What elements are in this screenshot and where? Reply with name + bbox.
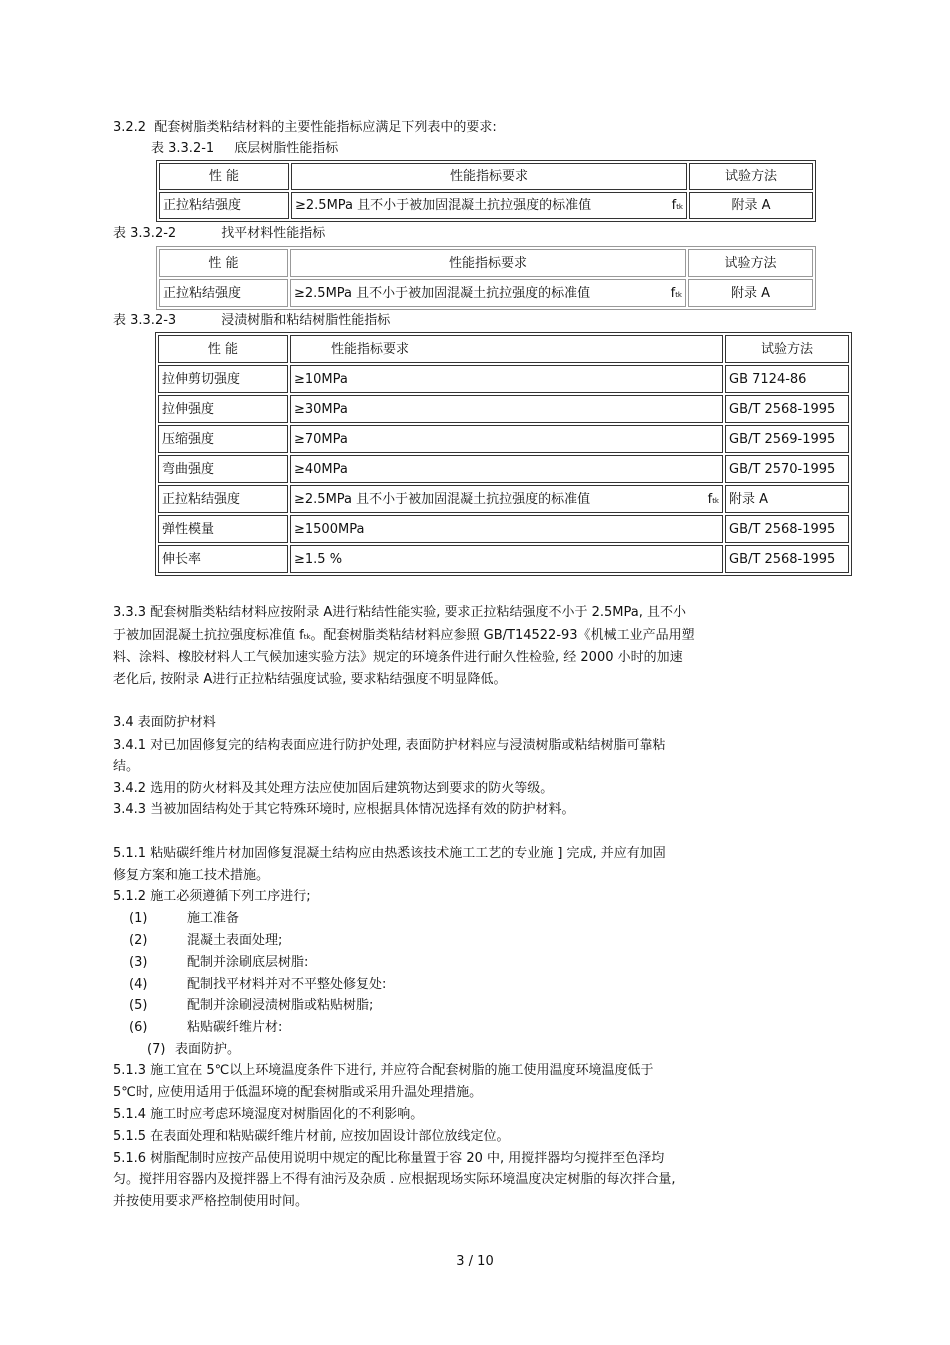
table-row xyxy=(158,425,849,453)
method-cell: GB/T 2570-1995 xyxy=(725,455,849,483)
step-item: (6) 粘贴碳纤维片材: xyxy=(129,1020,283,1035)
method-cell: 附录 A xyxy=(688,279,813,307)
property-cell: 弹性模量 xyxy=(158,515,288,543)
property-cell: 伸长率 xyxy=(158,545,288,573)
table-leveling-material xyxy=(156,246,816,310)
table-row xyxy=(158,395,849,423)
requirement-cell: ≥1500MPa xyxy=(290,515,723,543)
table-row xyxy=(158,455,849,483)
table-row xyxy=(158,545,849,573)
header-cell: 性能指标要求 xyxy=(290,249,686,277)
caption-number: 表 3.3.2-3 xyxy=(113,313,177,328)
requirement-cell: ≥40MPa xyxy=(290,455,723,483)
caption-title: 浸渍树脂和粘结树脂性能指标 xyxy=(221,313,391,328)
requirement-text: ≥2.5MPa 且不小于被加固混凝土抗拉强度的标准值 xyxy=(295,198,592,213)
table-row xyxy=(158,485,849,513)
method-cell: GB/T 2568-1995 xyxy=(725,395,849,423)
table-row xyxy=(158,515,849,543)
section-3-4-2: 3.4.2 选用的防火材料及其处理方法应使加固后建筑物达到要求的防火等级。 xyxy=(113,781,554,796)
section-text: 配套树脂类粘结材料的主要性能指标应满足下列表中的要求: xyxy=(154,120,497,135)
step-item: (7) 表面防护。 xyxy=(147,1042,241,1057)
requirement-cell: ≥1.5 % xyxy=(290,545,723,573)
table-row xyxy=(158,365,849,393)
method-cell: GB/T 2569-1995 xyxy=(725,425,849,453)
section-5-1-2: 5.1.2 施工必须遵循下列工序进行; xyxy=(113,889,311,904)
step-item: (3) 配制并涂刷底层树脂: xyxy=(129,955,309,970)
section-3-4-3: 3.4.3 当被加固结构处于其它特殊环境时, 应根据具体情况选择有效的防护材料。 xyxy=(113,802,575,817)
table-primer-resin xyxy=(156,160,816,222)
method-cell: GB/T 2568-1995 xyxy=(725,545,849,573)
ftk-symbol: ftk xyxy=(670,285,682,301)
table-impregnating-resin xyxy=(155,332,852,576)
table-row xyxy=(159,279,813,307)
header-cell: 性能指标要求 xyxy=(290,335,723,363)
header-cell: 性能指标要求 xyxy=(291,163,687,190)
method-cell: GB/T 2568-1995 xyxy=(725,515,849,543)
section-5-1-5: 5.1.5 在表面处理和粘贴碳纤维片材前, 应按加固设计部位放线定位。 xyxy=(113,1129,510,1144)
ftk-symbol: ftk xyxy=(707,491,719,507)
requirement-cell xyxy=(291,192,687,219)
requirement-cell xyxy=(290,485,723,513)
requirement-cell xyxy=(290,279,686,307)
section-5-1-3-line1: 5.1.3 施工宜在 5℃以上环境温度条件下进行, 并应符合配套树脂的施工使用温度环境温度低于 xyxy=(113,1063,654,1078)
property-cell: 正拉粘结强度 xyxy=(159,279,288,307)
section-3-3-3-line2: 于被加固混凝土抗拉强度标准值 ftk。配套树脂类粘结材料应参照 GB/T14522-93《机械工业产品用塑 xyxy=(113,628,695,643)
header-cell: 性 能 xyxy=(158,335,288,363)
step-item: (5) 配制并涂刷浸渍树脂或粘贴树脂; xyxy=(129,998,374,1013)
requirement-cell: ≥10MPa xyxy=(290,365,723,393)
method-cell: 附录 A xyxy=(725,485,849,513)
table1-caption xyxy=(151,142,338,155)
header-cell: 性 能 xyxy=(159,163,289,190)
ftk-symbol: ftk xyxy=(671,198,683,213)
step-item: (1) 施工准备 xyxy=(129,911,240,926)
section-3-3-3-line4: 老化后, 按附录 A进行正拉粘结强度试验, 要求粘结强度不明显降低。 xyxy=(113,672,507,687)
property-cell: 拉伸剪切强度 xyxy=(158,365,288,393)
property-cell: 正拉粘结强度 xyxy=(159,192,289,219)
section-3-4-title: 3.4 表面防护材料 xyxy=(113,715,216,730)
requirement-text: ≥2.5MPa 且不小于被加固混凝土抗拉强度的标准值 xyxy=(294,285,591,301)
method-cell: 附录 A xyxy=(689,192,813,219)
caption-title: 找平材料性能指标 xyxy=(221,226,326,241)
header-cell: 试验方法 xyxy=(688,249,813,277)
table-header-row xyxy=(158,335,849,363)
header-cell: 性 能 xyxy=(159,249,288,277)
section-3-3-3-line3: 料、涂料、橡胶材料人工气候加速实验方法》规定的环境条件进行耐久性检验, 经 2000 小时的加速 xyxy=(113,650,683,665)
table-header-row xyxy=(159,163,813,190)
section-5-1-4: 5.1.4 施工时应考虑环境湿度对树脂固化的不利影响。 xyxy=(113,1107,424,1122)
section-5-1-1-line1: 5.1.1 粘贴碳纤维片材加固修复混凝土结构应由热悉该技术施工工艺的专业施 ] 完成, 并应有加固 xyxy=(113,846,666,861)
header-cell: 试验方法 xyxy=(689,163,813,190)
method-cell: GB 7124-86 xyxy=(725,365,849,393)
table2-caption xyxy=(113,227,325,240)
section-3-3-3-line1: 3.3.3 配套树脂类粘结材料应按附录 A进行粘结性能实验, 要求正拉粘结强度不小于 2.5MPa, 且不小 xyxy=(113,605,687,620)
property-cell: 压缩强度 xyxy=(158,425,288,453)
section-5-1-3-line2: 5℃时, 应使用适用于低温环境的配套树脂或采用升温处理措施。 xyxy=(113,1085,483,1100)
section-5-1-1-line2: 修复方案和施工技术措施。 xyxy=(113,868,270,883)
property-cell: 正拉粘结强度 xyxy=(158,485,288,513)
page-number: 3 / 10 xyxy=(456,1254,494,1269)
table-header-row xyxy=(159,249,813,277)
section-3-4-1-line1: 3.4.1 对已加固修复完的结构表面应进行防护处理, 表面防护材料应与浸渍树脂或粘结树脂可靠粘 xyxy=(113,738,666,753)
step-item: (2) 混凝土表面处理; xyxy=(129,933,283,948)
header-cell: 试验方法 xyxy=(725,335,849,363)
requirement-cell: ≥30MPa xyxy=(290,395,723,423)
requirement-cell: ≥70MPa xyxy=(290,425,723,453)
property-cell: 弯曲强度 xyxy=(158,455,288,483)
section-5-1-6-line1: 5.1.6 树脂配制时应按产品使用说明中规定的配比称量置于容 20 中, 用搅拌器均匀搅拌至色泽均 xyxy=(113,1151,665,1166)
table-row xyxy=(159,192,813,219)
section-3-4-1-line2: 结。 xyxy=(113,759,140,774)
section-3-2-2 xyxy=(113,121,497,134)
section-number: 3.2.2 xyxy=(113,120,147,135)
step-item: (4) 配制找平材料并对不平整处修复处: xyxy=(129,977,387,992)
property-cell: 拉伸强度 xyxy=(158,395,288,423)
requirement-text: ≥2.5MPa 且不小于被加固混凝土抗拉强度的标准值 xyxy=(294,491,591,507)
caption-number: 表 3.3.2-2 xyxy=(113,226,177,241)
caption-title: 底层树脂性能指标 xyxy=(234,141,339,156)
caption-number: 表 3.3.2-1 xyxy=(151,141,215,156)
section-5-1-6-line3: 并按使用要求严格控制使用时间。 xyxy=(113,1194,309,1209)
section-5-1-6-line2: 匀。搅拌用容器内及搅拌器上不得有油污及杂质 . 应根据现场实际环境温度决定树脂的每次拌合量, xyxy=(113,1172,676,1187)
table3-caption xyxy=(113,314,390,327)
